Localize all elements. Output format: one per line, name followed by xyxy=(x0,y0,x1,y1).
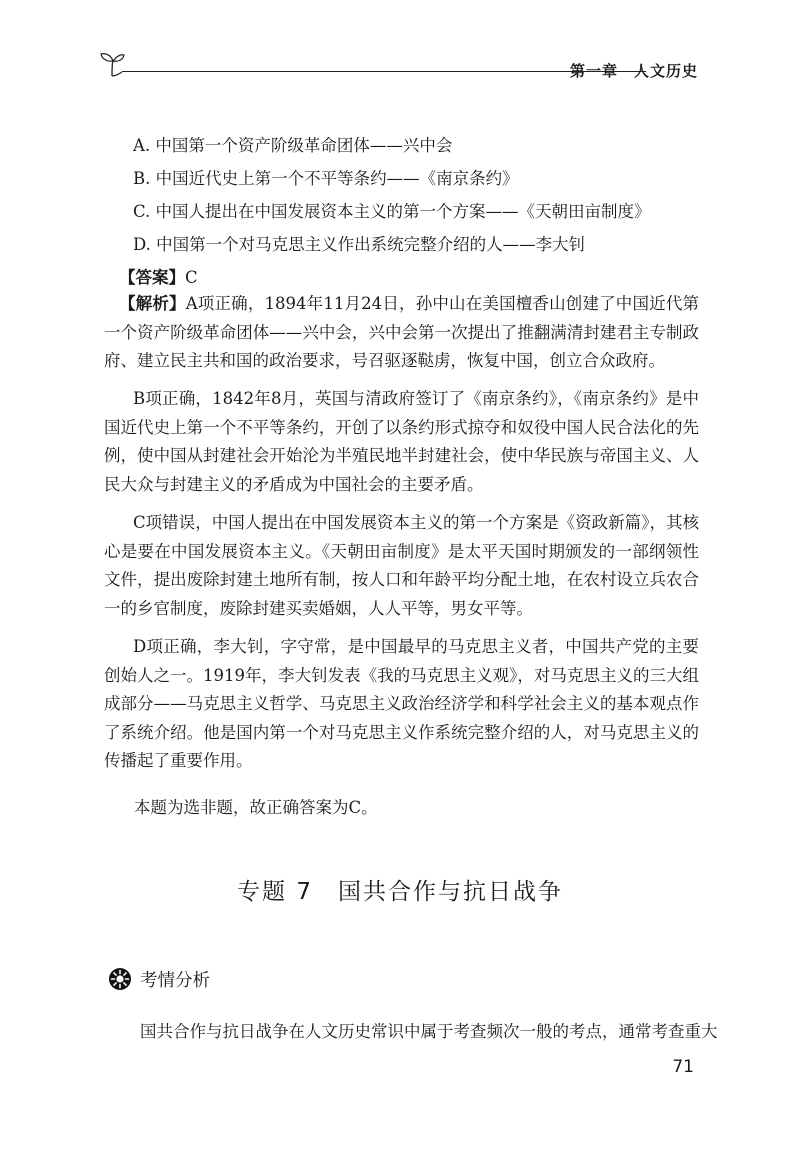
chapter-title: 人文历史 xyxy=(633,62,698,80)
option-c: C. 中国人提出在中国发展资本主义的第一个方案——《天朝田亩制度》 xyxy=(133,202,651,221)
chapter-number: 第一章 xyxy=(569,62,618,80)
option-a: A. 中国第一个资产阶级革命团体——兴中会 xyxy=(133,136,453,155)
answer-value: C xyxy=(185,268,198,287)
analysis-c: C项错误，中国人提出在中国发展资本主义的第一个方案是《资政新篇》，其核心是要在中国发展资本主义。《天朝田亩制度》是太平天国时期颁发的一部纲领性文件，提出废除封建土地所有制，按人口和年龄平均分配土地，在农村设立兵农合一的乡官制度，废除封建买卖婚姻，人人平等，男女平等。 xyxy=(104,513,699,618)
intro-text: 国共合作与抗日战争在人文历史常识中属于考查频次一般的考点，通常考查重大 xyxy=(140,1022,718,1041)
analysis-a xyxy=(104,290,699,376)
section-heading xyxy=(108,965,210,993)
analysis-d: D项正确，李大钊，字守常，是中国最早的马克思主义者，中国共产党的主要创始人之一。1919年，李大钊发表《我的马克思主义观》，对马克思主义的三大组成部分——马克思主义哲学、马克思主义政治经济学和科学社会主义的基本观点作了系统介绍。他是国内第一个对马克思主义作系统完整介绍的人，对马克思主义的传播起了重要作用。 xyxy=(104,637,699,770)
option-b: B. 中国近代史上第一个不平等条约——《南京条约》 xyxy=(133,169,519,188)
section-title: 考情分析 xyxy=(140,970,210,991)
answer-label: 【答案】 xyxy=(119,268,185,287)
analysis-a-text: A项正确，1894年11月24日，孙中山在美国檀香山创建了中国近代第一个资产阶级革命团体——兴中会，兴中会第一次提出了推翻满清封建君主专制政府、建立民主共和国的政治要求，号召驱逐鞑虏，恢复中国，创立合众政府。 xyxy=(104,294,699,370)
analysis-label: 【解析】 xyxy=(119,294,186,313)
conclusion: 本题为选非题，故正确答案为C。 xyxy=(134,798,378,817)
page-number: 71 xyxy=(672,1057,694,1077)
topic-heading xyxy=(0,873,800,906)
chapter-heading xyxy=(570,60,698,81)
topic-number: 专题 7 xyxy=(237,879,313,905)
header-rule xyxy=(122,71,646,72)
topic-title: 国共合作与抗日战争 xyxy=(337,879,563,905)
running-header xyxy=(98,50,708,90)
option-d: D. 中国第一个对马克思主义作出系统完整介绍的人——李大钊 xyxy=(133,235,586,254)
analysis-b: B项正确，1842年8月，英国与清政府签订了《南京条约》，《南京条约》是中国近代史上第一个不平等条约，开创了以条约形式掠夺和奴役中国人民合法化的先例，使中国从封建社会开始沦为半殖民地半封建社会，使中华民族与帝国主义、人民大众与封建主义的矛盾成为中国社会的主要矛盾。 xyxy=(104,389,699,494)
sun-icon xyxy=(108,967,132,991)
sprout-icon xyxy=(98,50,126,78)
answer xyxy=(119,268,198,288)
